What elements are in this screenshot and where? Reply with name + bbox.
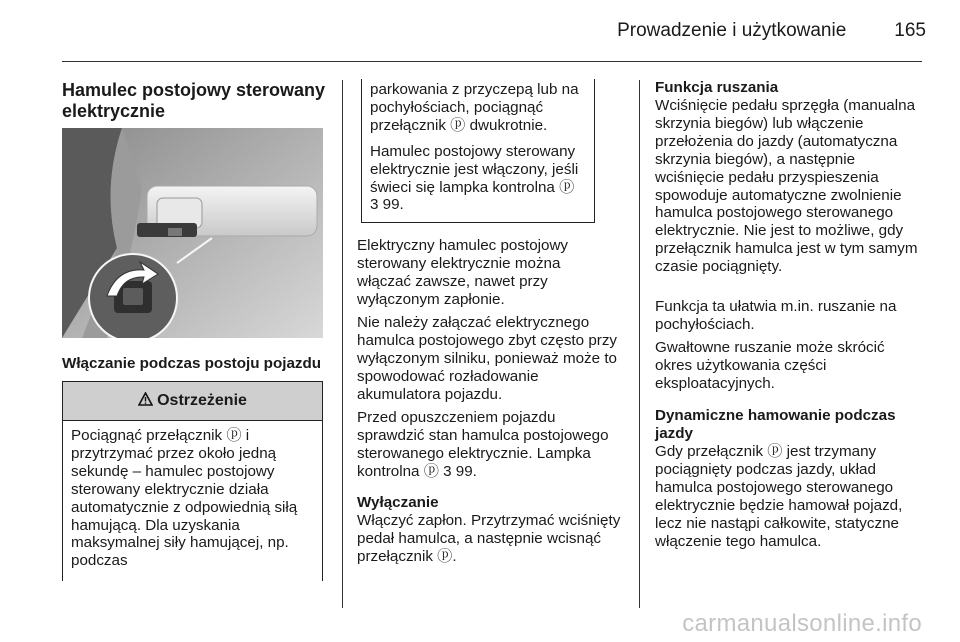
box-paragraph-2: Hamulec postojowy sterowany elektrycznie jest włączony, jeśli świeci się lampka kontrolna ⓟ: [370, 142, 579, 196]
warning-triangle-icon: [138, 392, 153, 411]
box-paragraph-1: parkowania z przyczepą lub na pochyłościach, pociągnąć przełącznik ⓟ dwukrotnie.: [370, 81, 579, 134]
heading-off: Wyłączanie: [357, 494, 439, 511]
warning-box: [62, 381, 323, 581]
paragraph-slopes: Funkcja ta ułatwia m.in. ruszanie na pochyłościach.: [655, 298, 897, 333]
photo-illustration: [62, 128, 323, 338]
paragraph-battery: Nie należy załączać elektrycznego hamulca postojowego zbyt często przy wyłączonym silniku, ponieważ może to spowodować rozładowanie akumulatora pojazdu.: [357, 314, 618, 403]
warning-header: [63, 382, 322, 421]
paragraph-drive-away: Wciśnięcie pedału sprzęgła (manualna skrzynia biegów) lub włączenie przełożenia do jazdy (automatyczna skrzynia biegów), a następnie wciśnięcie pedału przyspieszenia spowoduje automatyczne zwolnienie hamulca postojowego sterowanego elektrycznie. Nie jest to możliwe, gdy przełącznik hamulca jest w tym samym czasie pociągnięty.: [655, 97, 918, 276]
paragraph-dynamic-braking: Gdy przełącznik ⓟ jest trzymany pociągnięty podczas jazdy, układ hamulca postojowego sterowanego elektrycznie będzie hamował pojazd, lecz nie nastąpi całkowite, statyczne włączenie tego hamulca.: [655, 443, 903, 550]
column-divider-1: [342, 80, 343, 608]
page-header: [0, 20, 926, 42]
paragraph-wear: Gwałtowne ruszanie może skrócić okres użytkowania części eksploatacyjnych.: [655, 339, 885, 392]
section-heading: Hamulec postojowy sterowany elektrycznie: [62, 80, 326, 121]
column-divider-2: [639, 80, 640, 608]
box-paragraph-2-ref: 3 99.: [370, 196, 404, 214]
warning-text: Pociągnąć przełącznik ⓟ i przytrzymać przez około jedną sekundę – hamulec postojowy sterowany elektrycznie działa automatycznie z odpowiednią siłą hamującą. Dla uzyskania maksymalnej siły hamującej, np. podczas: [71, 427, 298, 570]
header-rule: [62, 61, 922, 62]
warning-title: Ostrzeżenie: [157, 392, 247, 409]
paragraph-off: Włączyć zapłon. Przytrzymać wciśnięty pedał hamulca, a następnie wcisnąć przełącznik ⓟ.: [357, 512, 621, 565]
heading-dynamic-braking: Dynamiczne hamowanie podczas jazdy: [655, 407, 896, 442]
page-number: 165: [894, 20, 926, 41]
paragraph-enable-anytime: Elektryczny hamulec postojowy sterowany elektrycznie można włączać zawsze, nawet przy wyłączonym zapłonie.: [357, 237, 569, 308]
parking-brake-switch-photo: [62, 128, 323, 338]
paragraph-check-status: Przed opuszczeniem pojazdu sprawdzić stan hamulca postojowego sterowanego elektrycznie. Lampka kontrolna ⓟ 3 99.: [357, 409, 609, 480]
watermark: carmanualsonline.info: [682, 610, 922, 637]
heading-drive-away: Funkcja ruszania: [655, 79, 779, 96]
subheading-parking: Włączanie podczas postoju pojazdu: [62, 355, 322, 372]
warning-continuation-box: [361, 79, 595, 223]
header-title: Prowadzenie i użytkowanie: [617, 20, 847, 41]
